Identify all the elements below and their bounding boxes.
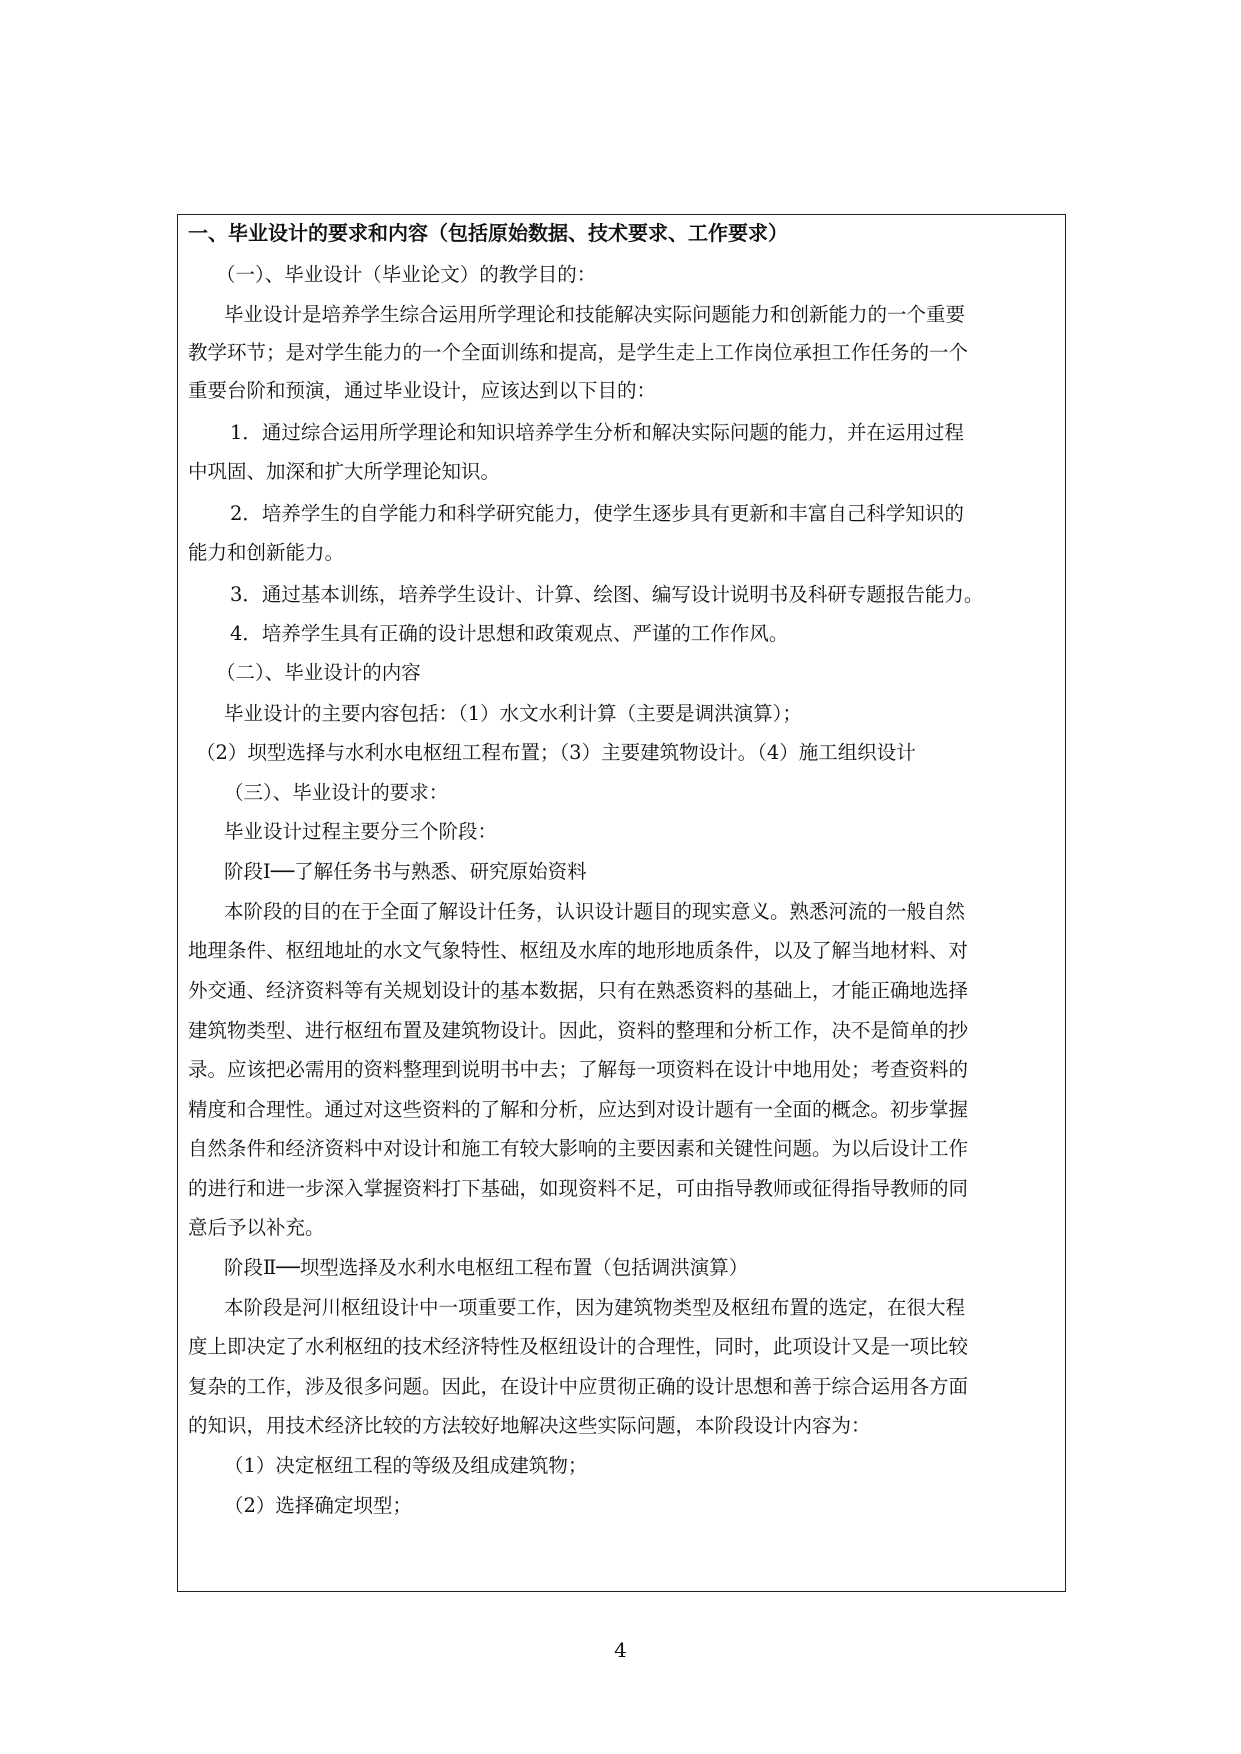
text-line: 本阶段的目的在于全面了解设计任务，认识设计题目的现实意义。熟悉河流的一般自然 — [224, 900, 966, 923]
text-line: （一）、毕业设计（毕业论文）的教学目的： — [216, 263, 597, 286]
text-line: 的知识，用技术经济比较的方法较好地解决这些实际问题，本阶段设计内容为： — [188, 1414, 871, 1437]
text-line: （2）坝型选择与水利水电枢纽工程布置；（3）主要建筑物设计。（4）施工组织设计 — [196, 741, 916, 764]
text-line: 能力和创新能力。 — [188, 541, 345, 564]
page-number: 4 — [614, 1638, 627, 1662]
section-heading: 一、毕业设计的要求和内容（包括原始数据、技术要求、工作要求） — [188, 221, 788, 245]
content-table-cell — [177, 214, 1066, 1592]
text-line: 录。应该把必需用的资料整理到说明书中去；了解每一项资料在设计中地用处；考查资料的 — [188, 1058, 969, 1081]
text-line: 的进行和进一步深入掌握资料打下基础，如现资料不足，可由指导教师或征得指导教师的同 — [188, 1177, 969, 1200]
text-line: 建筑物类型、进行枢纽布置及建筑物设计。因此，资料的整理和分析工作，决不是简单的抄 — [188, 1019, 969, 1042]
text-line: 2．培养学生的自学能力和科学研究能力，使学生逐步具有更新和丰富自己科学知识的 — [230, 502, 964, 525]
text-line: （1）决定枢纽工程的等级及组成建筑物； — [224, 1454, 588, 1477]
text-line: 本阶段是河川枢纽设计中一项重要工作，因为建筑物类型及枢纽布置的选定，在很大程 — [224, 1296, 966, 1319]
text-line: 重要台阶和预演，通过毕业设计，应该达到以下目的： — [188, 379, 657, 402]
text-line: 毕业设计过程主要分三个阶段： — [224, 820, 498, 843]
text-line: （三）、毕业设计的要求： — [224, 781, 449, 804]
text-line: （2）选择确定坝型； — [224, 1494, 412, 1517]
text-line: 地理条件、枢纽地址的水文气象特性、枢纽及水库的地形地质条件，以及了解当地材料、对 — [188, 939, 969, 962]
text-line: 毕业设计的主要内容包括：（1）水文水利计算（主要是调洪演算）； — [224, 702, 802, 725]
text-line: 1．通过综合运用所学理论和知识培养学生分析和解决实际问题的能力，并在运用过程 — [230, 421, 964, 444]
text-line: 教学环节；是对学生能力的一个全面训练和提高，是学生走上工作岗位承担工作任务的一个 — [188, 341, 969, 364]
text-line: 毕业设计是培养学生综合运用所学理论和技能解决实际问题能力和创新能力的一个重要 — [224, 303, 966, 326]
text-line: 外交通、经济资料等有关规划设计的基本数据，只有在熟悉资料的基础上，才能正确地选择 — [188, 979, 969, 1002]
text-line: 中巩固、加深和扩大所学理论知识。 — [188, 460, 501, 483]
text-line: （二）、毕业设计的内容 — [216, 661, 421, 684]
text-line: 度上即决定了水利枢纽的技术经济特性及枢纽设计的合理性，同时，此项设计又是一项比较 — [188, 1335, 969, 1358]
text-line: 复杂的工作，涉及很多问题。因此，在设计中应贯彻正确的设计思想和善于综合运用各方面 — [188, 1375, 969, 1398]
text-line: 意后予以补充。 — [188, 1216, 325, 1239]
text-line: 自然条件和经济资料中对设计和施工有较大影响的主要因素和关键性问题。为以后设计工作 — [188, 1137, 969, 1160]
text-line: 阶段Ⅱ──坝型选择及水利水电枢纽工程布置（包括调洪演算） — [224, 1256, 749, 1279]
text-line: 精度和合理性。通过对这些资料的了解和分析，应达到对设计题有一全面的概念。初步掌握 — [188, 1098, 969, 1121]
text-line: 4．培养学生具有正确的设计思想和政策观点、严谨的工作作风。 — [230, 622, 789, 645]
text-line: 阶段Ⅰ──了解任务书与熟悉、研究原始资料 — [224, 860, 587, 883]
text-line: 3．通过基本训练，培养学生设计、计算、绘图、编写设计说明书及科研专题报告能力。 — [230, 583, 984, 606]
